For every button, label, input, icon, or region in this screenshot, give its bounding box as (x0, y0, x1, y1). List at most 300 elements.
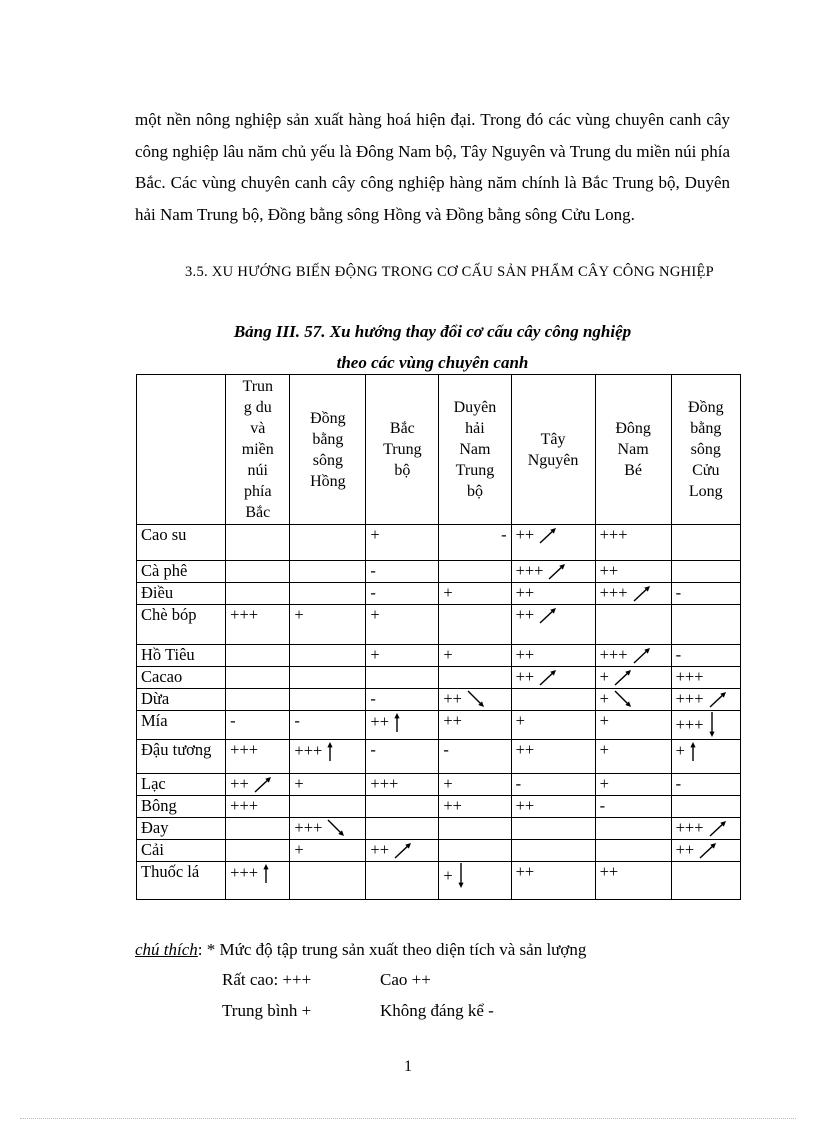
table-row (137, 583, 741, 605)
trend-arrow-se-icon (465, 689, 487, 709)
level-text: ++ (443, 689, 462, 708)
cell-content (600, 740, 667, 760)
table-cell (366, 645, 439, 667)
table-cell (366, 605, 439, 645)
column-header-line: bằng (312, 430, 344, 448)
crop-name-cell: Cacao (137, 667, 226, 689)
level-text: ++ (599, 561, 619, 580)
level-text: +++ (230, 740, 259, 759)
level-text: +++ (675, 715, 704, 734)
table-caption-line1: Bảng III. 57. Xu hướng thay đổi cơ cấu cây công nghiệp (233, 322, 632, 341)
table-cell (439, 605, 511, 645)
cell-content (370, 605, 434, 625)
table-cell (595, 561, 671, 583)
table-cell (226, 605, 290, 645)
page-bottom-divider (20, 1118, 796, 1119)
legend-description: : * Mức độ tập trung sản xuất theo diện tích và sản lượng (197, 940, 587, 959)
table-row (137, 561, 741, 583)
table-cell (439, 796, 511, 818)
level-text: + (370, 605, 380, 624)
cell-content (516, 605, 591, 625)
table-cell (290, 796, 366, 818)
level-text: ++ (599, 862, 619, 881)
cell-content (443, 740, 506, 760)
level-text: + (599, 774, 609, 793)
column-header (595, 375, 671, 525)
crop-name-cell: Mía (137, 711, 226, 740)
table-row (137, 774, 741, 796)
table-cell (290, 525, 366, 561)
level-text: + (599, 740, 609, 759)
table-cell (366, 689, 439, 711)
cell-content (600, 862, 667, 882)
level-text: - (675, 583, 682, 602)
level-text: +++ (230, 796, 259, 815)
level-text: ++ (443, 711, 462, 730)
crop-name-cell: Chè bóp (137, 605, 226, 645)
cell-content (294, 774, 361, 794)
table-cell (595, 774, 671, 796)
table-cell (290, 862, 366, 900)
table-cell (226, 840, 290, 862)
table-row (137, 740, 741, 774)
table-row (137, 645, 741, 667)
cell-content (676, 667, 736, 687)
level-text: + (515, 711, 525, 730)
column-header (671, 375, 740, 525)
trend-arrow-down-icon (707, 711, 717, 739)
cell-content (676, 711, 736, 739)
legend-medium: Trung bình + (222, 1001, 312, 1020)
table-cell (511, 605, 595, 645)
table-cell (366, 711, 439, 740)
column-header-line: phía (244, 483, 272, 500)
level-text: - (443, 740, 449, 759)
level-text: ++ (515, 740, 535, 759)
table-cell (366, 774, 439, 796)
table-cell (290, 561, 366, 583)
column-header-line: bộ (466, 483, 483, 500)
table-row (137, 689, 741, 711)
table-cell (226, 774, 290, 796)
column-header-line: sông (312, 451, 343, 469)
level-text: + (443, 583, 453, 602)
cell-content (676, 583, 736, 603)
crop-name-cell: Cải (137, 840, 226, 862)
crop-name-cell: Cao su (137, 525, 226, 561)
cell-content (294, 711, 361, 731)
column-header-line: Trun (242, 378, 274, 395)
level-text: ++ (515, 645, 535, 664)
cell-content (516, 667, 591, 687)
level-text: + (599, 667, 609, 686)
cell-content (230, 774, 285, 794)
column-header-line: miền (241, 441, 274, 458)
table-cell (595, 862, 671, 900)
cell-content (676, 689, 736, 709)
cell-content (370, 774, 434, 794)
column-header-line: Đồng (310, 409, 346, 427)
header-cell-empty (137, 375, 226, 525)
level-text: + (294, 605, 304, 624)
trend-arrow-ne-icon (537, 667, 559, 687)
level-text: + (599, 711, 609, 730)
trend-arrow-ne-icon (631, 583, 653, 603)
table-cell (290, 818, 366, 840)
level-text: +++ (599, 525, 628, 544)
table-cell (511, 711, 595, 740)
crop-name-cell: Cà phê (137, 561, 226, 583)
column-header-line: Hồng (310, 472, 346, 490)
table-row (137, 525, 741, 561)
table-cell (290, 840, 366, 862)
level-text: + (675, 741, 685, 760)
level-text: - (370, 740, 376, 759)
table-cell (595, 740, 671, 774)
cell-content (516, 796, 591, 816)
level-text: +++ (230, 605, 259, 624)
table-cell (290, 645, 366, 667)
table-cell (226, 818, 290, 840)
cell-content (230, 862, 285, 884)
page-number: 1 (404, 1058, 412, 1075)
level-text: - (501, 525, 507, 544)
cell-content (443, 525, 506, 545)
cell-content (443, 645, 506, 665)
table-cell (439, 583, 511, 605)
cell-content (600, 525, 667, 545)
table-row (137, 667, 741, 689)
table-row (137, 711, 741, 740)
table-cell (290, 583, 366, 605)
column-header-line: Bắc (389, 420, 415, 437)
column-header-line: núi (247, 462, 268, 479)
cell-content (370, 689, 434, 709)
column-header-line: Tây (540, 430, 566, 448)
column-header-line: Cửu (692, 462, 720, 479)
table-cell (671, 561, 740, 583)
table-cell (595, 818, 671, 840)
cell-content (600, 689, 667, 709)
trend-arrow-down-icon (456, 862, 466, 890)
level-text: +++ (230, 863, 259, 882)
level-text: ++ (443, 796, 462, 815)
level-text: - (370, 689, 376, 708)
table-cell (439, 667, 511, 689)
level-text: ++ (515, 583, 535, 602)
cell-content (370, 645, 434, 665)
cell-content (516, 583, 591, 603)
table-cell (511, 645, 595, 667)
trend-arrow-up-icon (392, 711, 402, 733)
cell-content (370, 583, 434, 603)
table-cell (226, 525, 290, 561)
level-text: ++ (515, 605, 535, 624)
table-cell (671, 740, 740, 774)
cell-content (443, 862, 506, 890)
table-cell (595, 645, 671, 667)
table-cell (595, 840, 671, 862)
column-header-line: Nam (459, 441, 491, 458)
table-cell (671, 525, 740, 561)
trend-arrow-ne-icon (612, 667, 634, 687)
crop-name-cell: Đậu tương (137, 740, 226, 774)
level-text: + (370, 525, 380, 544)
column-header-line: Nguyên (527, 451, 579, 469)
table-cell (671, 605, 740, 645)
table-cell (671, 645, 740, 667)
table-row (137, 862, 741, 900)
table-cell (439, 840, 511, 862)
table-cell (290, 711, 366, 740)
table-cell (226, 583, 290, 605)
level-text: + (370, 645, 380, 664)
level-text: - (675, 774, 682, 793)
cell-content (600, 796, 667, 816)
level-text: +++ (599, 645, 628, 664)
cell-content (516, 711, 591, 731)
cell-content (516, 862, 591, 882)
cell-content (294, 740, 361, 762)
trend-arrow-ne-icon (697, 840, 719, 860)
table-cell (226, 711, 290, 740)
table-cell (671, 667, 740, 689)
column-header-line: bộ (394, 462, 411, 479)
cell-content (230, 740, 285, 760)
level-text: ++ (515, 667, 535, 686)
table-cell (511, 740, 595, 774)
trend-arrow-up-icon (688, 740, 698, 762)
cell-content (600, 583, 667, 603)
column-header-line: Duyên (453, 399, 497, 416)
table-cell (226, 796, 290, 818)
table-cell (595, 605, 671, 645)
column-header-line: Đồng (688, 399, 724, 416)
level-text: - (675, 645, 682, 664)
crop-name-cell: Hồ Tiêu (137, 645, 226, 667)
level-text: - (294, 711, 300, 730)
column-header-line: sông (690, 441, 721, 458)
table-cell (595, 667, 671, 689)
table-cell (290, 667, 366, 689)
table-cell (439, 561, 511, 583)
level-text: - (599, 796, 606, 815)
table-cell (671, 840, 740, 862)
trend-arrow-se-icon (612, 689, 634, 709)
table-cell (595, 711, 671, 740)
cell-content (443, 583, 506, 603)
level-text: + (294, 840, 304, 859)
table-cell (511, 862, 595, 900)
legend-very-high: Rất cao: +++ (222, 970, 312, 989)
table-cell (671, 583, 740, 605)
level-text: ++ (515, 525, 535, 544)
trend-arrow-se-icon (325, 818, 347, 838)
table-cell (511, 774, 595, 796)
cell-content (370, 561, 434, 581)
table-cell (511, 796, 595, 818)
level-text: - (370, 583, 376, 602)
table-cell (511, 818, 595, 840)
trend-arrow-ne-icon (707, 818, 729, 838)
column-header-line: Trung (455, 462, 495, 479)
column-header-line: hải (465, 420, 485, 437)
column-header (366, 375, 439, 525)
cell-content (600, 667, 667, 687)
level-text: - (370, 561, 376, 580)
table-cell (511, 561, 595, 583)
level-text: ++ (675, 840, 695, 859)
table-cell (511, 583, 595, 605)
cell-content (443, 689, 506, 709)
cell-content (516, 774, 591, 794)
table-cell (439, 862, 511, 900)
table-cell (595, 689, 671, 711)
table-cell (366, 796, 439, 818)
table-cell (226, 740, 290, 774)
cell-content (676, 645, 736, 665)
trend-arrow-up-icon (261, 862, 271, 884)
table-cell (366, 862, 439, 900)
crop-name-cell: Bông (137, 796, 226, 818)
table-cell (671, 711, 740, 740)
level-text: - (515, 774, 522, 793)
column-header-line: Nam (617, 441, 649, 458)
crop-name-cell: Điều (137, 583, 226, 605)
column-header-line: bằng (690, 420, 722, 437)
table-cell (226, 667, 290, 689)
legend-high: Cao ++ (380, 970, 431, 989)
level-text: + (443, 645, 453, 664)
legend-label: chú thích (135, 940, 198, 959)
level-text: + (294, 774, 304, 793)
cell-content (370, 711, 434, 733)
table-cell (439, 774, 511, 796)
level-text: ++ (370, 712, 390, 731)
trend-arrow-up-icon (325, 740, 335, 762)
table-cell (366, 583, 439, 605)
table-cell (671, 796, 740, 818)
level-text: ++ (230, 774, 249, 793)
cell-content (370, 740, 434, 760)
level-text: + (443, 774, 453, 793)
table-cell (439, 711, 511, 740)
cell-content (516, 561, 591, 581)
table-cell (366, 525, 439, 561)
section-heading: 3.5. XU HƯỚNG BIẾN ĐỘNG TRONG CƠ CẤU SẢN PHẨM CÂY CÔNG NGHIỆP (185, 264, 715, 280)
level-text: + (599, 689, 609, 708)
table-cell (595, 583, 671, 605)
level-text: +++ (599, 583, 628, 602)
table-header-row (137, 375, 741, 525)
cell-content (443, 774, 506, 794)
level-text: ++ (515, 796, 535, 815)
table-cell (439, 689, 511, 711)
crop-name-cell: Dừa (137, 689, 226, 711)
table-cell (439, 740, 511, 774)
table-cell (439, 525, 511, 561)
table-cell (439, 645, 511, 667)
table-cell (671, 818, 740, 840)
column-header-line: Long (688, 483, 723, 500)
cell-content (230, 711, 285, 731)
table-row (137, 605, 741, 645)
level-text: +++ (294, 818, 323, 837)
column-header-line: và (250, 420, 266, 437)
table-cell (366, 740, 439, 774)
table-cell (290, 689, 366, 711)
table-row (137, 796, 741, 818)
cell-content (676, 774, 736, 794)
column-header (226, 375, 290, 525)
cell-content (443, 711, 506, 731)
cell-content (600, 561, 667, 581)
table-cell (511, 525, 595, 561)
level-text: - (230, 711, 236, 730)
level-text: +++ (675, 818, 704, 837)
cell-content (516, 525, 591, 545)
cell-content (600, 774, 667, 794)
cell-content (230, 605, 285, 625)
cell-content (443, 796, 506, 816)
cell-content (516, 645, 591, 665)
table-caption-line2: theo các vùng chuyên canh (336, 353, 529, 372)
level-text: +++ (370, 774, 399, 793)
table-body (137, 525, 741, 900)
table-cell (290, 774, 366, 796)
table-cell (439, 818, 511, 840)
legend-negligible: Không đáng kể - (380, 1001, 494, 1020)
table-cell (671, 862, 740, 900)
crop-name-cell: Thuốc lá (137, 862, 226, 900)
trend-arrow-ne-icon (537, 525, 559, 545)
column-header-line: Đông (615, 420, 651, 437)
table-cell (595, 525, 671, 561)
table-cell (511, 667, 595, 689)
table-cell (366, 840, 439, 862)
trend-arrow-ne-icon (631, 645, 653, 665)
cell-content (370, 840, 434, 860)
trend-arrow-ne-icon (392, 840, 414, 860)
cell-content (294, 840, 361, 860)
cell-content (676, 840, 736, 860)
table-cell (226, 645, 290, 667)
table-cell (226, 862, 290, 900)
cell-content (516, 740, 591, 760)
table-cell (671, 689, 740, 711)
table-cell (226, 561, 290, 583)
body-paragraph: một nền nông nghiệp sản xuất hàng hoá hiện đại. Trong đó các vùng chuyên canh cây công nghiệp lâu năm chủ yếu là Đông Nam bộ, Tây Nguyên và Trung du miền núi phía Bắc. Các vùng chuyên canh cây công nghiệp hàng năm chính là Bắc Trung bộ, Duyên hải Nam Trung bộ, Đồng bằng sông Hồng và Đồng bằng sông Cửu Long. (135, 110, 730, 224)
table-cell (366, 667, 439, 689)
level-text: +++ (515, 561, 544, 580)
level-text: ++ (515, 862, 535, 881)
trend-arrow-ne-icon (707, 689, 729, 709)
cell-content (676, 740, 736, 762)
cell-content (370, 525, 434, 545)
column-header-line: Bắc (245, 504, 271, 521)
table-cell (366, 818, 439, 840)
column-header (511, 375, 595, 525)
table-row (137, 818, 741, 840)
table-cell (366, 561, 439, 583)
level-text: +++ (675, 689, 704, 708)
table-cell (290, 740, 366, 774)
cell-content (676, 818, 736, 838)
table-cell (290, 605, 366, 645)
level-text: ++ (370, 840, 390, 859)
crop-structure-table (136, 374, 741, 900)
table-cell (511, 840, 595, 862)
